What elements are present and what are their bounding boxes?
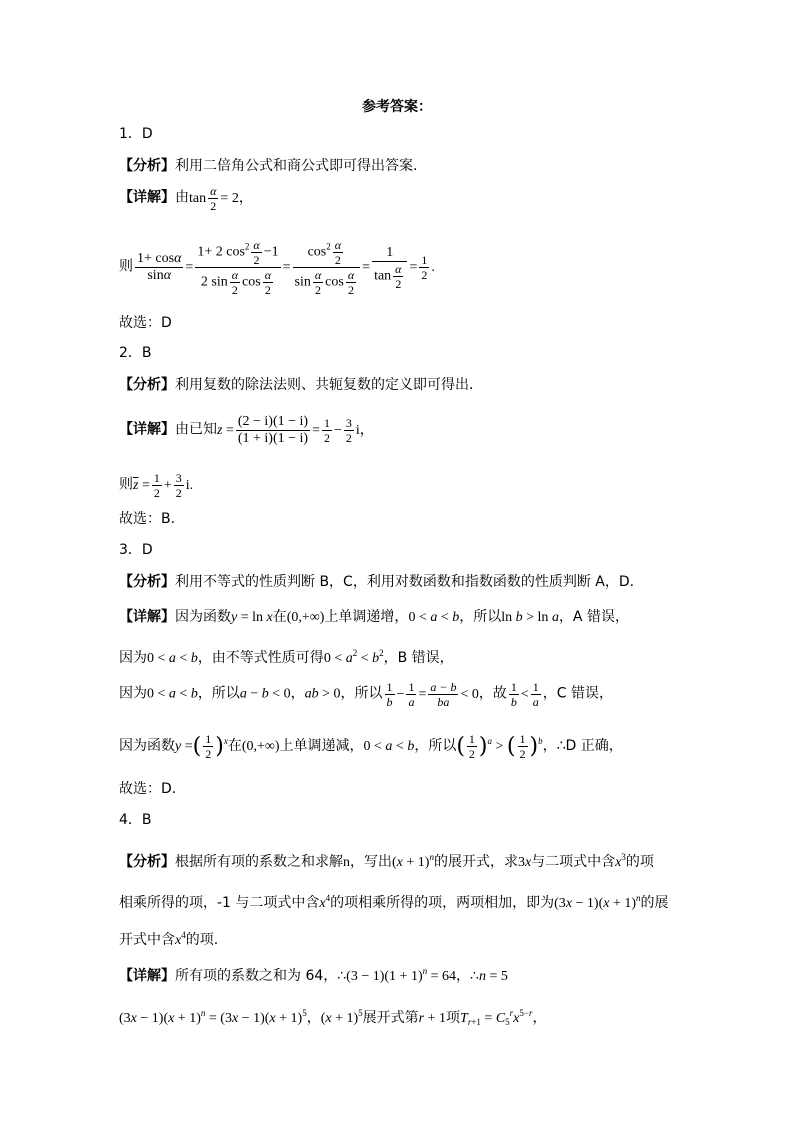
q4-text: 的项 xyxy=(625,854,654,870)
q4-analysis-line3 xyxy=(119,925,218,951)
q4-text: 的项相乘所得的项，两项相加，即为 xyxy=(330,895,555,911)
q4-text: ，写出 xyxy=(350,854,392,870)
q4-math: $(x + 1)^n$ xyxy=(392,852,434,870)
q1-derivation xyxy=(119,238,435,297)
q1-derivation-formula: $\frac{1+ \cos\alpha}{\sin\alpha}$ = 1+ 2 $\cos^2$ $\frac{\alpha}{2}$ −1 2 sin $\frac{\alpha}{2}$ cos $\frac{\alpha}{2}$ = $\cos^2$ $\frac{\alpha}{2}$ sin $\frac{\alpha}{2}$ cos $\frac{\alpha}{2}$ = 1 tan $\frac{\alpha}{2}$ = $\frac{1}{2}$ . xyxy=(137,238,435,297)
q3-math: y = ln x xyxy=(231,610,273,625)
q3-text: ，所以 xyxy=(197,685,240,702)
q2-analysis xyxy=(119,375,483,395)
q2-detail xyxy=(119,414,374,447)
q3-math: $0 < a^2 < b^2$ xyxy=(323,648,384,666)
analysis-tag: 【分析】 xyxy=(119,854,175,870)
q2-analysis-text: 利用复数的除法法则、共轭复数的定义即可得出． xyxy=(175,377,483,393)
q4-math: $x^4$ xyxy=(175,930,186,948)
page-title: 参考答案： xyxy=(362,99,432,115)
q3-analysis-text: 利用不等式的性质判断 B，C，利用对数函数和指数函数的性质判断 A，D. xyxy=(175,574,635,590)
q3-text: 因为 xyxy=(119,650,147,666)
q4-text: 相乘所得的项，-1 与二项式中含 xyxy=(119,895,320,911)
q4-math: ∴(3 − $1)(1 + 1)^n = 64$ xyxy=(337,966,457,984)
q3-detail-line2 xyxy=(119,643,454,669)
q3-text: ，A 错误， xyxy=(558,609,629,625)
q4-math: n xyxy=(343,855,350,870)
q4-text: 的展开式，求 xyxy=(433,854,518,870)
q3-detail-line1 xyxy=(119,607,629,628)
q4-text: 所有项的系数之和为 64， xyxy=(175,968,338,984)
detail-tag: 【详解】 xyxy=(119,189,175,206)
q3-text: ，故 xyxy=(478,685,507,702)
q2-then: 则 xyxy=(119,476,133,493)
q3-math: (0,+∞) xyxy=(241,739,280,754)
q3-text: 因为函数 xyxy=(175,609,231,625)
q4-math: $(x + 1)^5$ xyxy=(320,1008,363,1026)
q3-text: 在 xyxy=(272,609,287,625)
q4-text: ， xyxy=(456,968,471,984)
q2-conjugate xyxy=(119,471,193,500)
q4-math: ∴n = 5 xyxy=(470,969,508,984)
q3-math: ( $\frac{1}{2}$ )$^a$ > ( $\frac{1}{2}$ )$^b$ xyxy=(456,732,543,762)
analysis-tag: 【分析】 xyxy=(119,574,175,590)
q1-given-equation: tan $\frac{\alpha}{2}$ = 2， xyxy=(189,184,253,213)
q3-math: ln b > ln a xyxy=(501,610,559,625)
q3-math: a − b < 0，ab > 0 xyxy=(239,686,341,702)
q1-analysis-text: 利用二倍角公式和商公式即可得出答案. xyxy=(175,158,418,174)
q3-math: 0 < a < b xyxy=(147,651,198,666)
q1-answer: 1．D xyxy=(119,126,153,142)
q3-text: ，所以 xyxy=(459,609,502,625)
q3-text: ，所以 xyxy=(414,738,457,754)
q4-analysis-line2 xyxy=(119,888,669,914)
q4-math: $(3x - 1)(x + 1)^n = (3x - 1)(x + 1)^5$ xyxy=(119,1008,307,1026)
q4-analysis-line1 xyxy=(119,847,654,873)
q3-text: 上单调递减， xyxy=(279,738,364,754)
q4-math: $(3x - 1)(x + 1)^n$ xyxy=(554,893,641,911)
q2-conjugate-formula: $\overline{z}$ = $\frac{1}{2}$ + $\frac{3}{2}$ i. xyxy=(133,471,194,500)
detail-tag: 【详解】 xyxy=(119,968,175,984)
q3-text: 在 xyxy=(227,738,242,754)
analysis-tag: 【分析】 xyxy=(119,158,175,174)
q3-analysis xyxy=(119,572,634,592)
q3-math: (0,+∞) xyxy=(286,610,325,625)
detail-tag: 【详解】 xyxy=(119,421,175,438)
q4-math: $T_{r+1} = C_5^rx^{5-r}$ xyxy=(460,1008,533,1027)
q1-detail xyxy=(119,184,253,213)
q4-math: $x^4$ xyxy=(319,893,331,911)
q3-choose: 故选：D. xyxy=(119,781,177,797)
q2-z-formula: z = $\frac{(2 - i)(1 - i)}{(1 + i)(1 - i)}$ = $\frac{1}{2}$ − $\frac{3}{2}$ i， xyxy=(217,414,374,446)
q3-math: y =( $\frac{1}{2}$ )$^x$ xyxy=(175,732,228,762)
q4-text: 展开式第 xyxy=(362,1010,419,1026)
q3-detail-line3 xyxy=(119,680,613,709)
q4-text: 项 xyxy=(446,1010,461,1026)
q4-answer: 4．B xyxy=(119,812,152,828)
q3-math: $\frac{1}{b}$ − $\frac{1}{a}$ = $\frac{a - b}{ba}$ < 0 xyxy=(386,680,479,709)
q2-answer: 2．B xyxy=(119,345,152,361)
q3-text: ，∴D 正确， xyxy=(542,738,623,754)
q3-text: ，所以 xyxy=(340,685,383,702)
q1-analysis xyxy=(119,156,417,176)
q3-text: ，由不等式性质可得 xyxy=(197,650,324,666)
q3-math: 0 < a < b xyxy=(147,686,198,702)
q4-math: $x^3$ xyxy=(615,852,626,870)
q3-text: 因为 xyxy=(119,685,147,702)
analysis-tag: 【分析】 xyxy=(119,377,175,393)
q3-text: ，B 错误， xyxy=(383,650,454,666)
q4-text: 开式中含 xyxy=(119,932,175,948)
q3-text: ，C 错误， xyxy=(542,685,613,702)
q2-choose: 故选：B. xyxy=(119,511,176,527)
q4-detail-line1 xyxy=(119,961,508,987)
q4-text: ， xyxy=(532,1010,547,1026)
q2-detail-intro: 由已知 xyxy=(175,421,217,438)
q4-math: 3x xyxy=(517,855,532,870)
q3-math: 0 < a < b xyxy=(363,739,415,754)
q3-answer: 3．D xyxy=(119,542,153,558)
q4-text: 的展 xyxy=(640,895,669,911)
q1-then: 则 xyxy=(119,258,133,275)
q4-text: 根据所有项的系数之和求解 xyxy=(175,854,343,870)
q4-text: 与二项式中含 xyxy=(531,854,616,870)
q4-math: r + 1 xyxy=(418,1011,447,1026)
q4-text: 的项. xyxy=(185,932,219,948)
q3-math: 0 < a < b xyxy=(408,610,460,625)
detail-tag: 【详解】 xyxy=(119,609,175,625)
q3-text: 上单调递增， xyxy=(324,609,409,625)
q3-math: $\frac{1}{b}$ < $\frac{1}{a}$ xyxy=(510,680,539,709)
q4-detail-line2 xyxy=(119,1003,546,1032)
q1-choose: 故选：D xyxy=(119,315,172,331)
q4-text: ， xyxy=(306,1010,321,1026)
q1-detail-intro: 由 xyxy=(175,189,189,206)
q3-detail-line4 xyxy=(119,731,623,761)
q3-text: 因为函数 xyxy=(119,738,175,754)
